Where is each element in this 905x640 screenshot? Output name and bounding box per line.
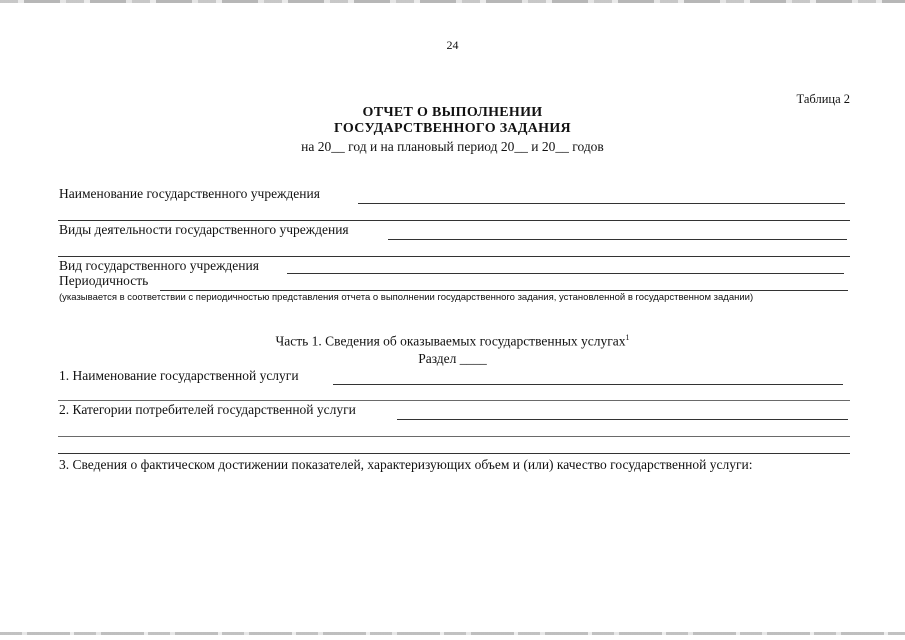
activity-types-field-line2[interactable] (58, 256, 850, 257)
activity-types-label: Виды деятельности государственного учреждения (59, 222, 349, 237)
periodicity-field[interactable] (160, 290, 848, 291)
service-name-field-line2[interactable] (58, 400, 850, 401)
institution-name-field[interactable] (358, 203, 845, 204)
title-line-2: ГОСУДАРСТВЕННОГО ЗАДАНИЯ (334, 121, 571, 136)
consumer-categories-field-line2[interactable] (58, 436, 850, 437)
service-name-field[interactable] (333, 384, 843, 385)
section-label: Раздел ____ (418, 351, 487, 366)
footnote-mark: 1 (625, 333, 630, 342)
service-name-label: 1. Наименование государственной услуги (59, 368, 299, 383)
indicators-heading: 3. Сведения о фактическом достижении показателей, характеризующих объем и (или) качество государственной услуги: (59, 457, 753, 472)
periodicity-note: (указывается в соответствии с периодичностью представления отчета о выполнении государственного задания, установленной в государственном задании) (59, 292, 754, 303)
scan-edge-top (0, 0, 905, 3)
consumer-categories-field[interactable] (397, 419, 848, 420)
scan-edge-bottom (0, 632, 905, 635)
institution-name-label: Наименование государственного учреждения (59, 186, 320, 201)
title-line-1: ОТЧЕТ О ВЫПОЛНЕНИИ (362, 105, 543, 120)
page-number: 24 (446, 38, 459, 52)
consumer-categories-field-line3[interactable] (58, 453, 850, 454)
part1-heading: Часть 1. Сведения об оказываемых государственных услугах$^1$ (275, 333, 630, 349)
table-label: Таблица 2 (796, 92, 850, 106)
periodicity-label: Периодичность (59, 273, 149, 288)
institution-type-field[interactable] (287, 273, 844, 274)
institution-type-label: Вид государственного учреждения (59, 258, 259, 273)
consumer-categories-label: 2. Категории потребителей государственной услуги (59, 402, 356, 417)
reporting-period: на 20__ год и на плановый период 20__ и 20__ годов (301, 139, 604, 154)
institution-name-field-line2[interactable] (58, 220, 850, 221)
activity-types-field[interactable] (388, 239, 847, 240)
